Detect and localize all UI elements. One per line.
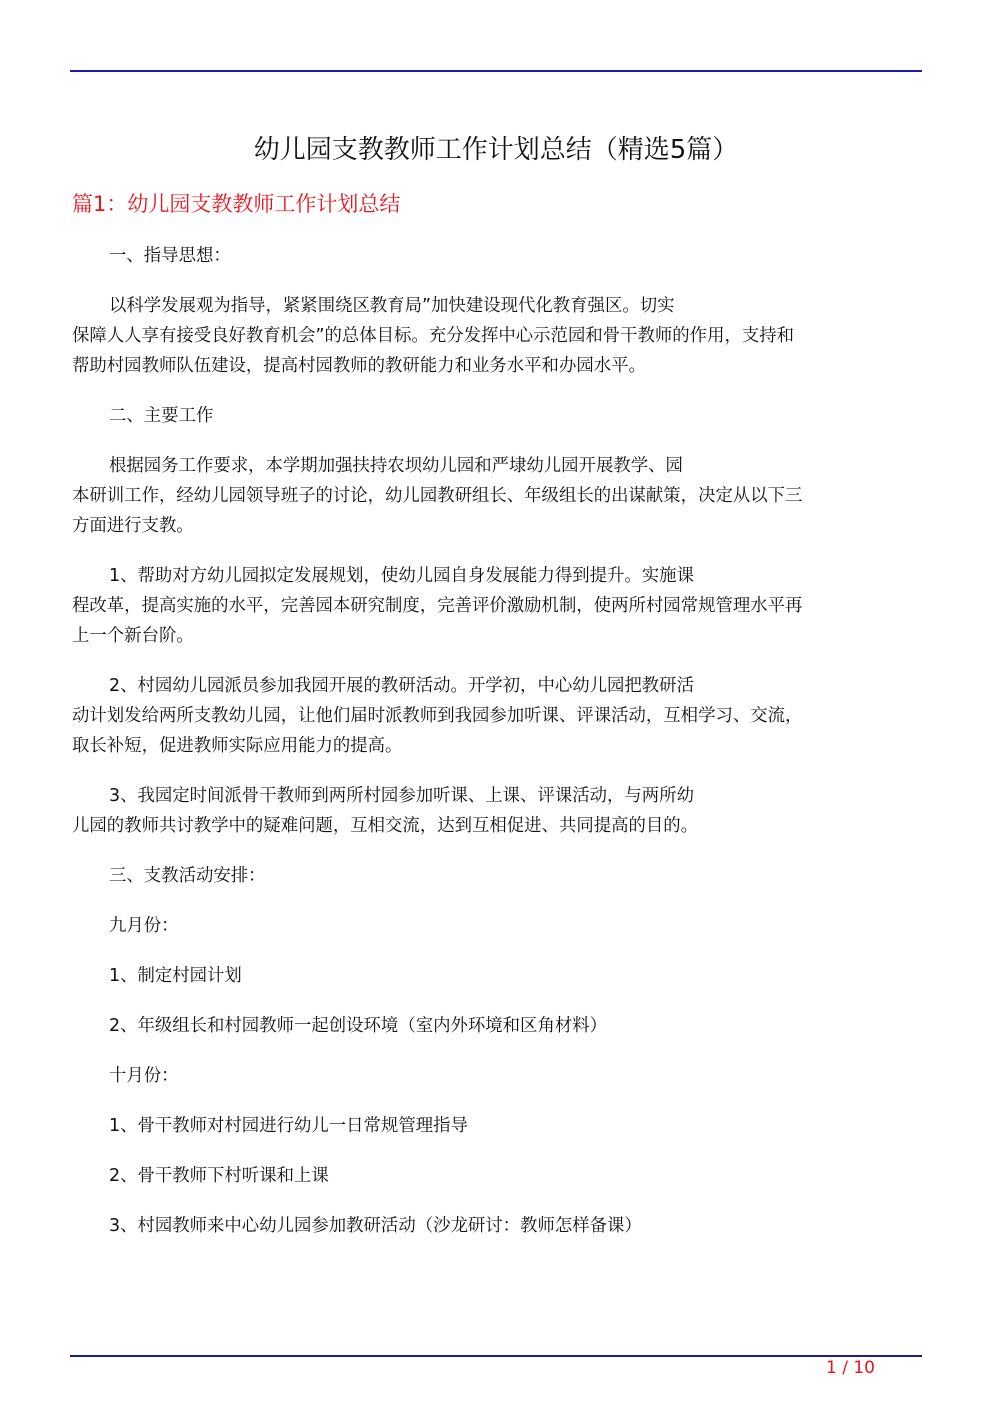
paragraph-line: 三、支教活动安排： [109, 866, 266, 886]
paragraph-line: 二、主要工作 [109, 406, 214, 426]
paragraph-line: 以科学发展观为指导，紧紧围绕区教育局”加快建设现代化教育强区。切实 [109, 296, 675, 316]
paragraph-line: 儿园的教师共讨教学中的疑难问题，互相交流，达到互相促进、共同提高的目的。 [72, 816, 699, 836]
paragraph-line: 2、年级组长和村园教师一起创设环境（室内外环境和区角材料） [109, 1016, 608, 1036]
paragraph-line: 保障人人享有接受良好教育机会”的总体目标。充分发挥中心示范园和骨干教师的作用，支持和 [72, 326, 795, 346]
page-indicator: 1 / 10 [826, 1358, 875, 1378]
paragraph-line: 1、帮助对方幼儿园拟定发展规划，使幼儿园自身发展能力得到提升。实施课 [109, 566, 694, 586]
paragraph [72, 781, 932, 841]
paragraph-line: 1、制定村园计划 [109, 966, 242, 986]
paragraph-line: 取长补短，促进教师实际应用能力的提高。 [72, 736, 403, 756]
paragraph [72, 451, 932, 541]
footer-rule [70, 1355, 922, 1357]
paragraph [72, 961, 932, 991]
paragraph [72, 861, 932, 891]
paragraph-line: 九月份： [109, 916, 179, 936]
paragraph [72, 671, 932, 761]
paragraph [72, 241, 932, 271]
paragraph [72, 291, 932, 381]
paragraph-line: 本研训工作，经幼儿园领导班子的讨论，幼儿园教研组长、年级组长的出谋献策，决定从以下三 [72, 486, 803, 506]
header-rule [70, 70, 922, 72]
document-title: 幼儿园支教教师工作计划总结（精选5篇） [253, 135, 739, 165]
paragraph [72, 401, 932, 431]
paragraph-line: 一、指导思想： [109, 246, 231, 266]
paragraph-line: 十月份： [109, 1066, 179, 1086]
paragraph-line: 方面进行支教。 [72, 516, 194, 536]
paragraph-line: 上一个新台阶。 [72, 626, 194, 646]
document-body [72, 241, 932, 1261]
paragraph-line: 动计划发给两所支教幼儿园，让他们届时派教师到我园参加听课、评课活动，互相学习、交流， [72, 706, 803, 726]
paragraph [72, 1111, 932, 1141]
paragraph [72, 1011, 932, 1041]
paragraph-line: 程改革，提高实施的水平，完善园本研究制度，完善评价激励机制，使两所村园常规管理水平再 [72, 596, 803, 616]
paragraph [72, 1061, 932, 1091]
paragraph-line: 3、村园教师来中心幼儿园参加教研活动（沙龙研讨：教师怎样备课） [109, 1216, 642, 1236]
paragraph-line: 2、村园幼儿园派员参加我园开展的教研活动。开学初，中心幼儿园把教研活 [109, 676, 694, 696]
section-heading: 篇1：幼儿园支教教师工作计划总结 [72, 192, 401, 216]
paragraph-line: 3、我园定时间派骨干教师到两所村园参加听课、上课、评课活动，与两所幼 [109, 786, 694, 806]
paragraph-line: 2、骨干教师下村听课和上课 [109, 1166, 329, 1186]
paragraph [72, 561, 932, 651]
paragraph-line: 1、骨干教师对村园进行幼儿一日常规管理指导 [109, 1116, 468, 1136]
paragraph [72, 1161, 932, 1191]
paragraph-line: 帮助村园教师队伍建设，提高村园教师的教研能力和业务水平和办园水平。 [72, 356, 646, 376]
paragraph-line: 根据园务工作要求，本学期加强扶持农坝幼儿园和严埭幼儿园开展教学、园 [109, 456, 683, 476]
paragraph [72, 1211, 932, 1241]
paragraph [72, 911, 932, 941]
